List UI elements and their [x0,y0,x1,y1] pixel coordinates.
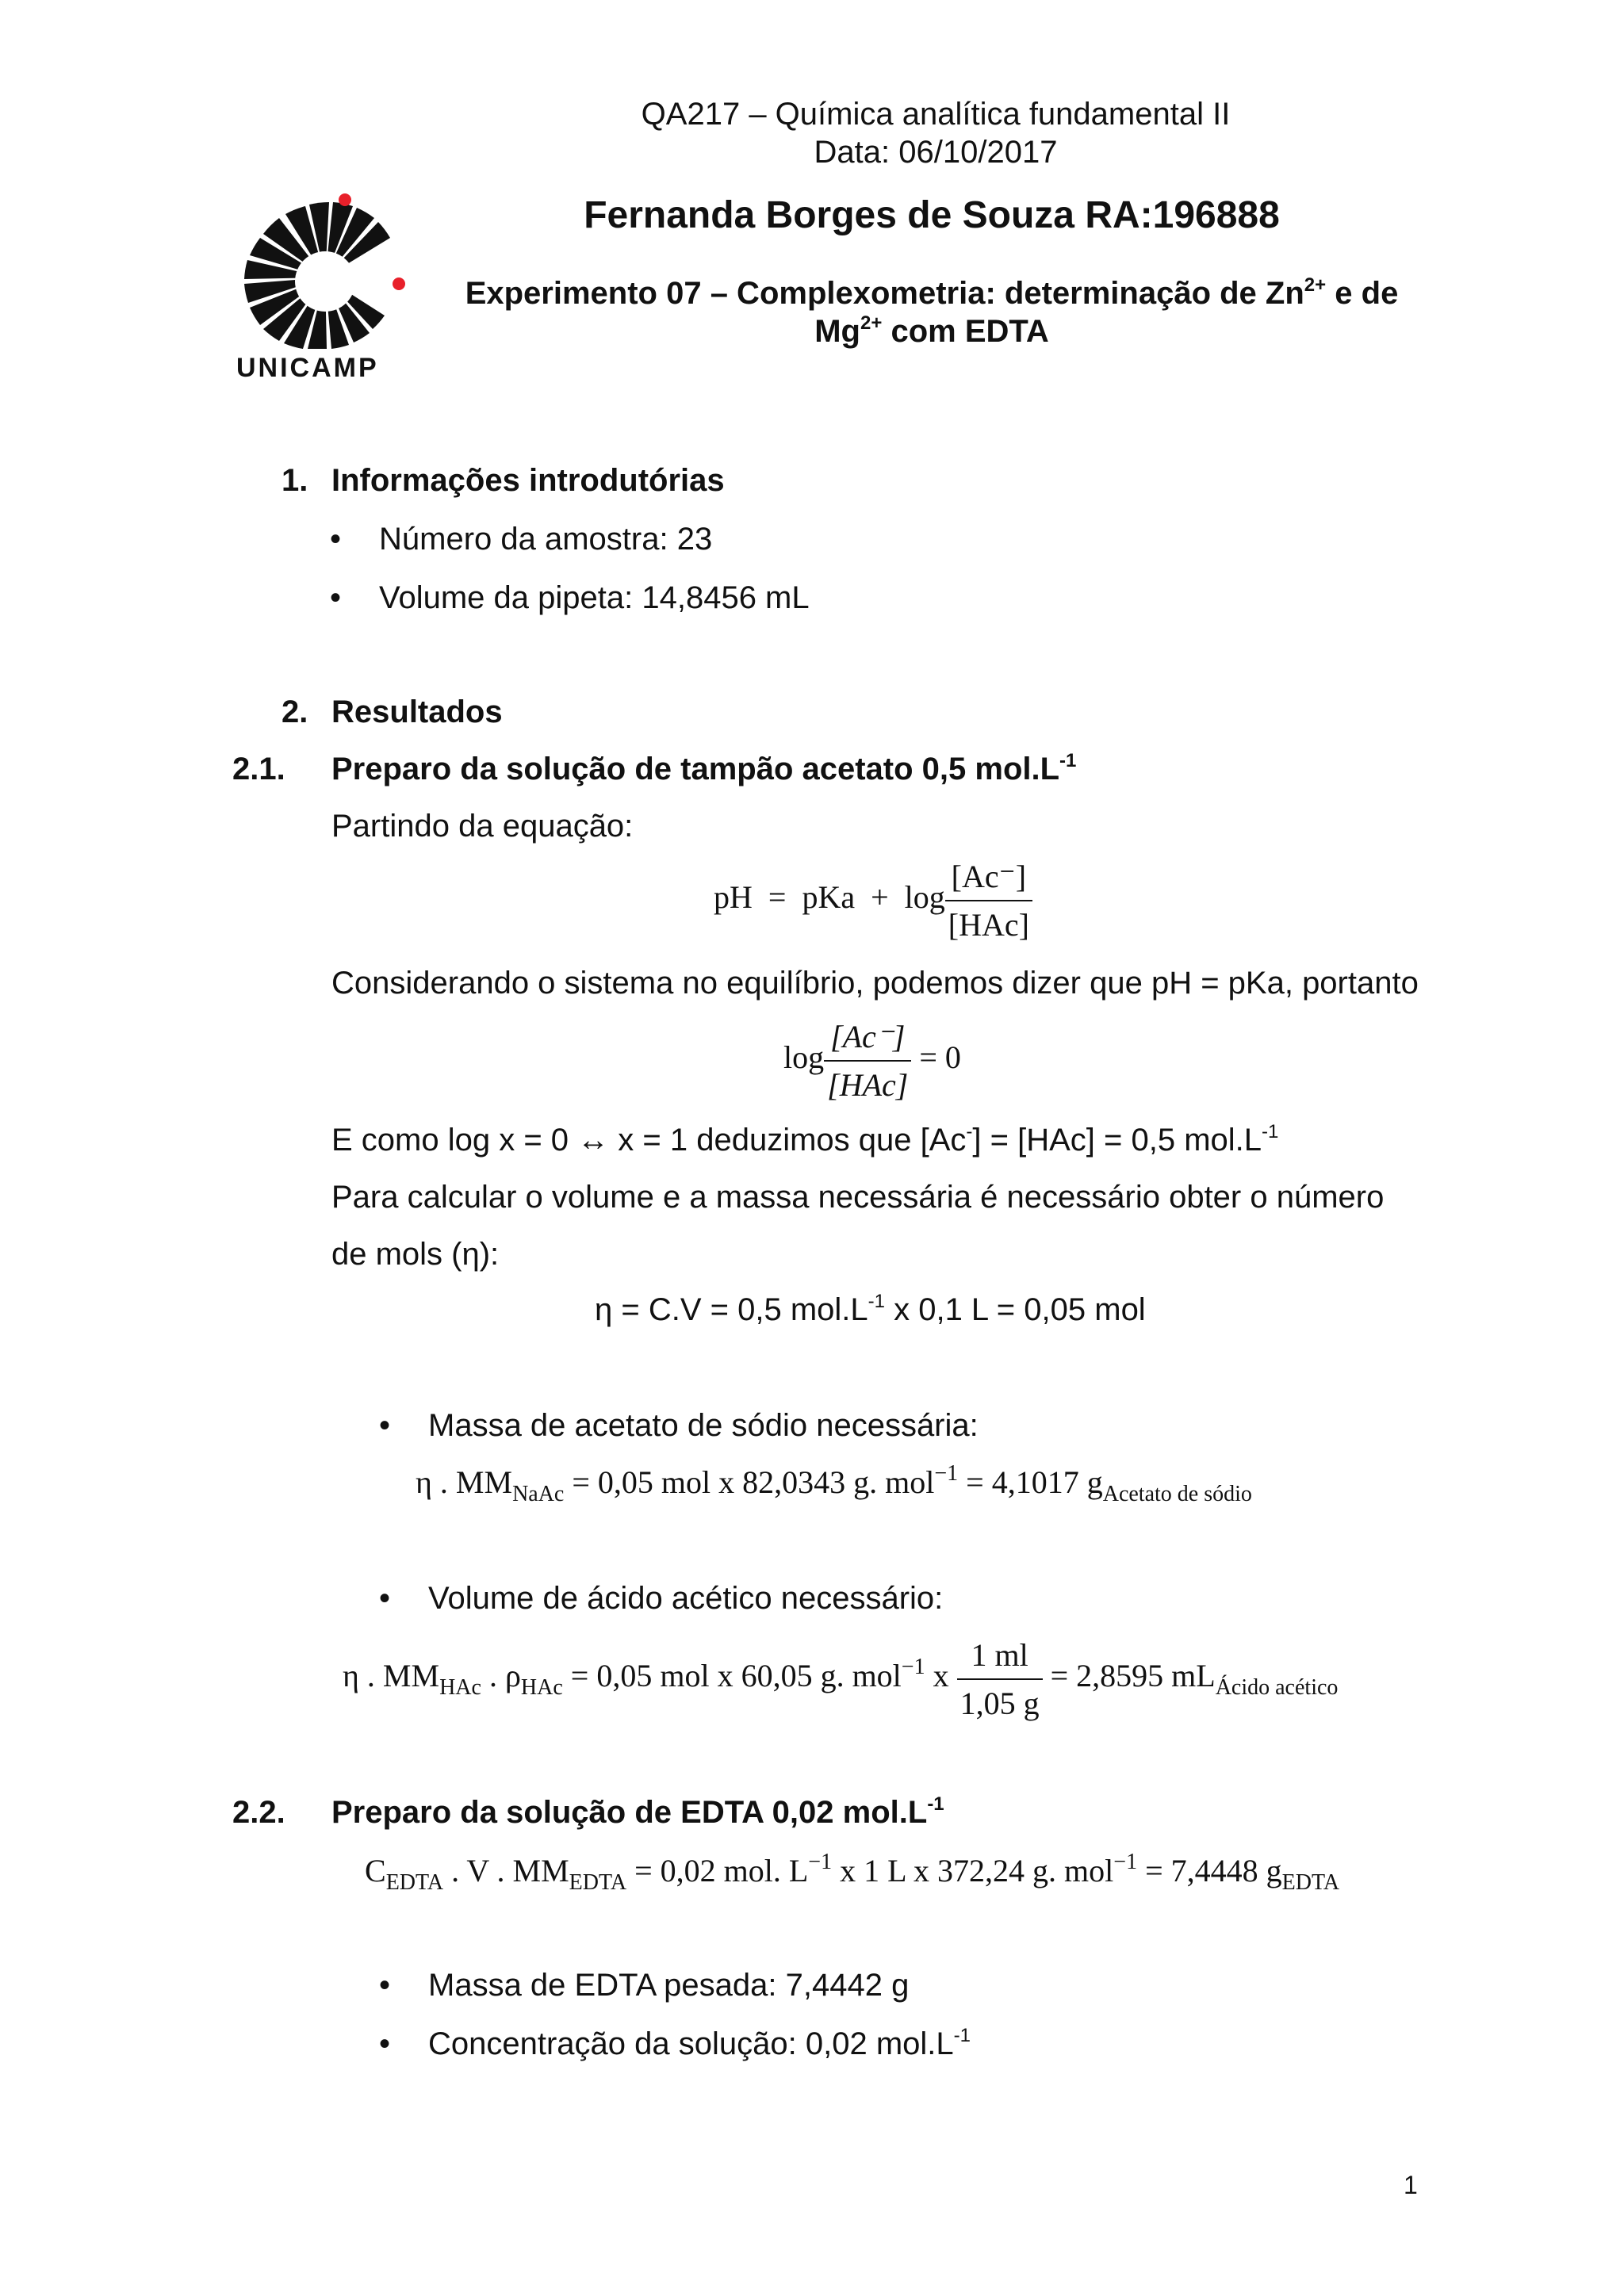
section-1-number: 1. [282,463,308,498]
experiment-title: Experimento 07 – Complexometria: determinação de $Zn^{2+}$ e de $Mg^{2+}$ com EDTA [465,274,1399,349]
author-name: Fernanda Borges de Souza RA:196888 [584,194,1280,236]
paragraph: Considerando o sistema no equilíbrio, podemos dizer que pH = pKa, portanto [331,966,1419,1001]
paragraph: E como log x = 0 ↔ x = 1 deduzimos que [Ac-] = [HAc] = 0,5 $mol.L^{-1}$ [331,1121,1279,1158]
course-title: QA217 – Química analítica fundamental II [641,97,1231,132]
page-number: 1 [1404,2171,1418,2199]
equation-acetic-acid: η . $MM_{HAc}$ . $\rho_{HAc} = 0,05$ mol x 60,05 g. mol$^{-1}$ x $\frac{1 ml}{1,05 g}$ = 2,8595 $mL_{Ácido acético}$ [343,1637,1339,1721]
equation-sodium-acetate: η . $MM_{NaAc} = 0,05$ mol x 82,0343 g. mol$^{-1}$ = 4,1017 $g_{Acetato de sódio}$ [416,1461,1252,1506]
equation-log-zero: log $\frac{[Ac^-]}{\text{[HAc]}}$ = 0 [783,1019,961,1103]
unicamp-logo [230,190,420,388]
logo-dot-icon [339,193,351,206]
section-2-1-number: 2.1. [232,752,285,786]
logo-text: UNICAMP [236,353,379,383]
section-2-number: 2. [282,695,308,729]
equation-edta-mass: $C_{EDTA}$ . V . $MM_{EDTA} = 0,02$ mol. $L^{-1}$ x 1 L x 372,24 g. mol$^{-1}$ = 7,4448 $g_{EDTA}$ [365,1850,1340,1895]
list-item: • Volume de ácido acético necessário: [379,1581,944,1616]
paragraph: de mols (η): [331,1237,500,1272]
list-item: • Concentração da solução: 0,02 $mol.L^{-1}$ [379,2025,971,2061]
section-2-title: Resultados [331,695,503,729]
equation-henderson: pH = pKa + log $\frac{[Ac^-]}{\text{[HAc]}}$ [714,858,1032,943]
section-2-2-number: 2.2. [232,1795,285,1830]
intro-text: Partindo da equação: [331,809,634,844]
list-item: • Massa de acetato de sódio necessária: [379,1408,979,1443]
list-item: • Número da amostra: 23 [330,522,713,557]
section-2-1-title: Preparo da solução de tampão acetato 0,5 $mol.L^{-1}$ [331,750,1077,786]
section-2-2-title: Preparo da solução de EDTA 0,02 $mol.L^{-1}$ [331,1793,944,1830]
document-date: Data: 06/10/2017 [814,135,1058,170]
logo-dot-icon [393,277,405,290]
paragraph: Para calcular o volume e a massa necessária é necessário obter o número [331,1180,1385,1215]
equation-moles: η = C.V = 0,5 $mol.L^{-1}$ x 0,1 L = 0,05 mol [595,1291,1146,1327]
list-item: • Volume da pipeta: 14,8456 mL [330,580,810,615]
unicamp-logo-icon [230,190,420,349]
section-1-title: Informações introdutórias [331,463,725,498]
list-item: • Massa de EDTA pesada: 7,4442 g [379,1968,910,2003]
